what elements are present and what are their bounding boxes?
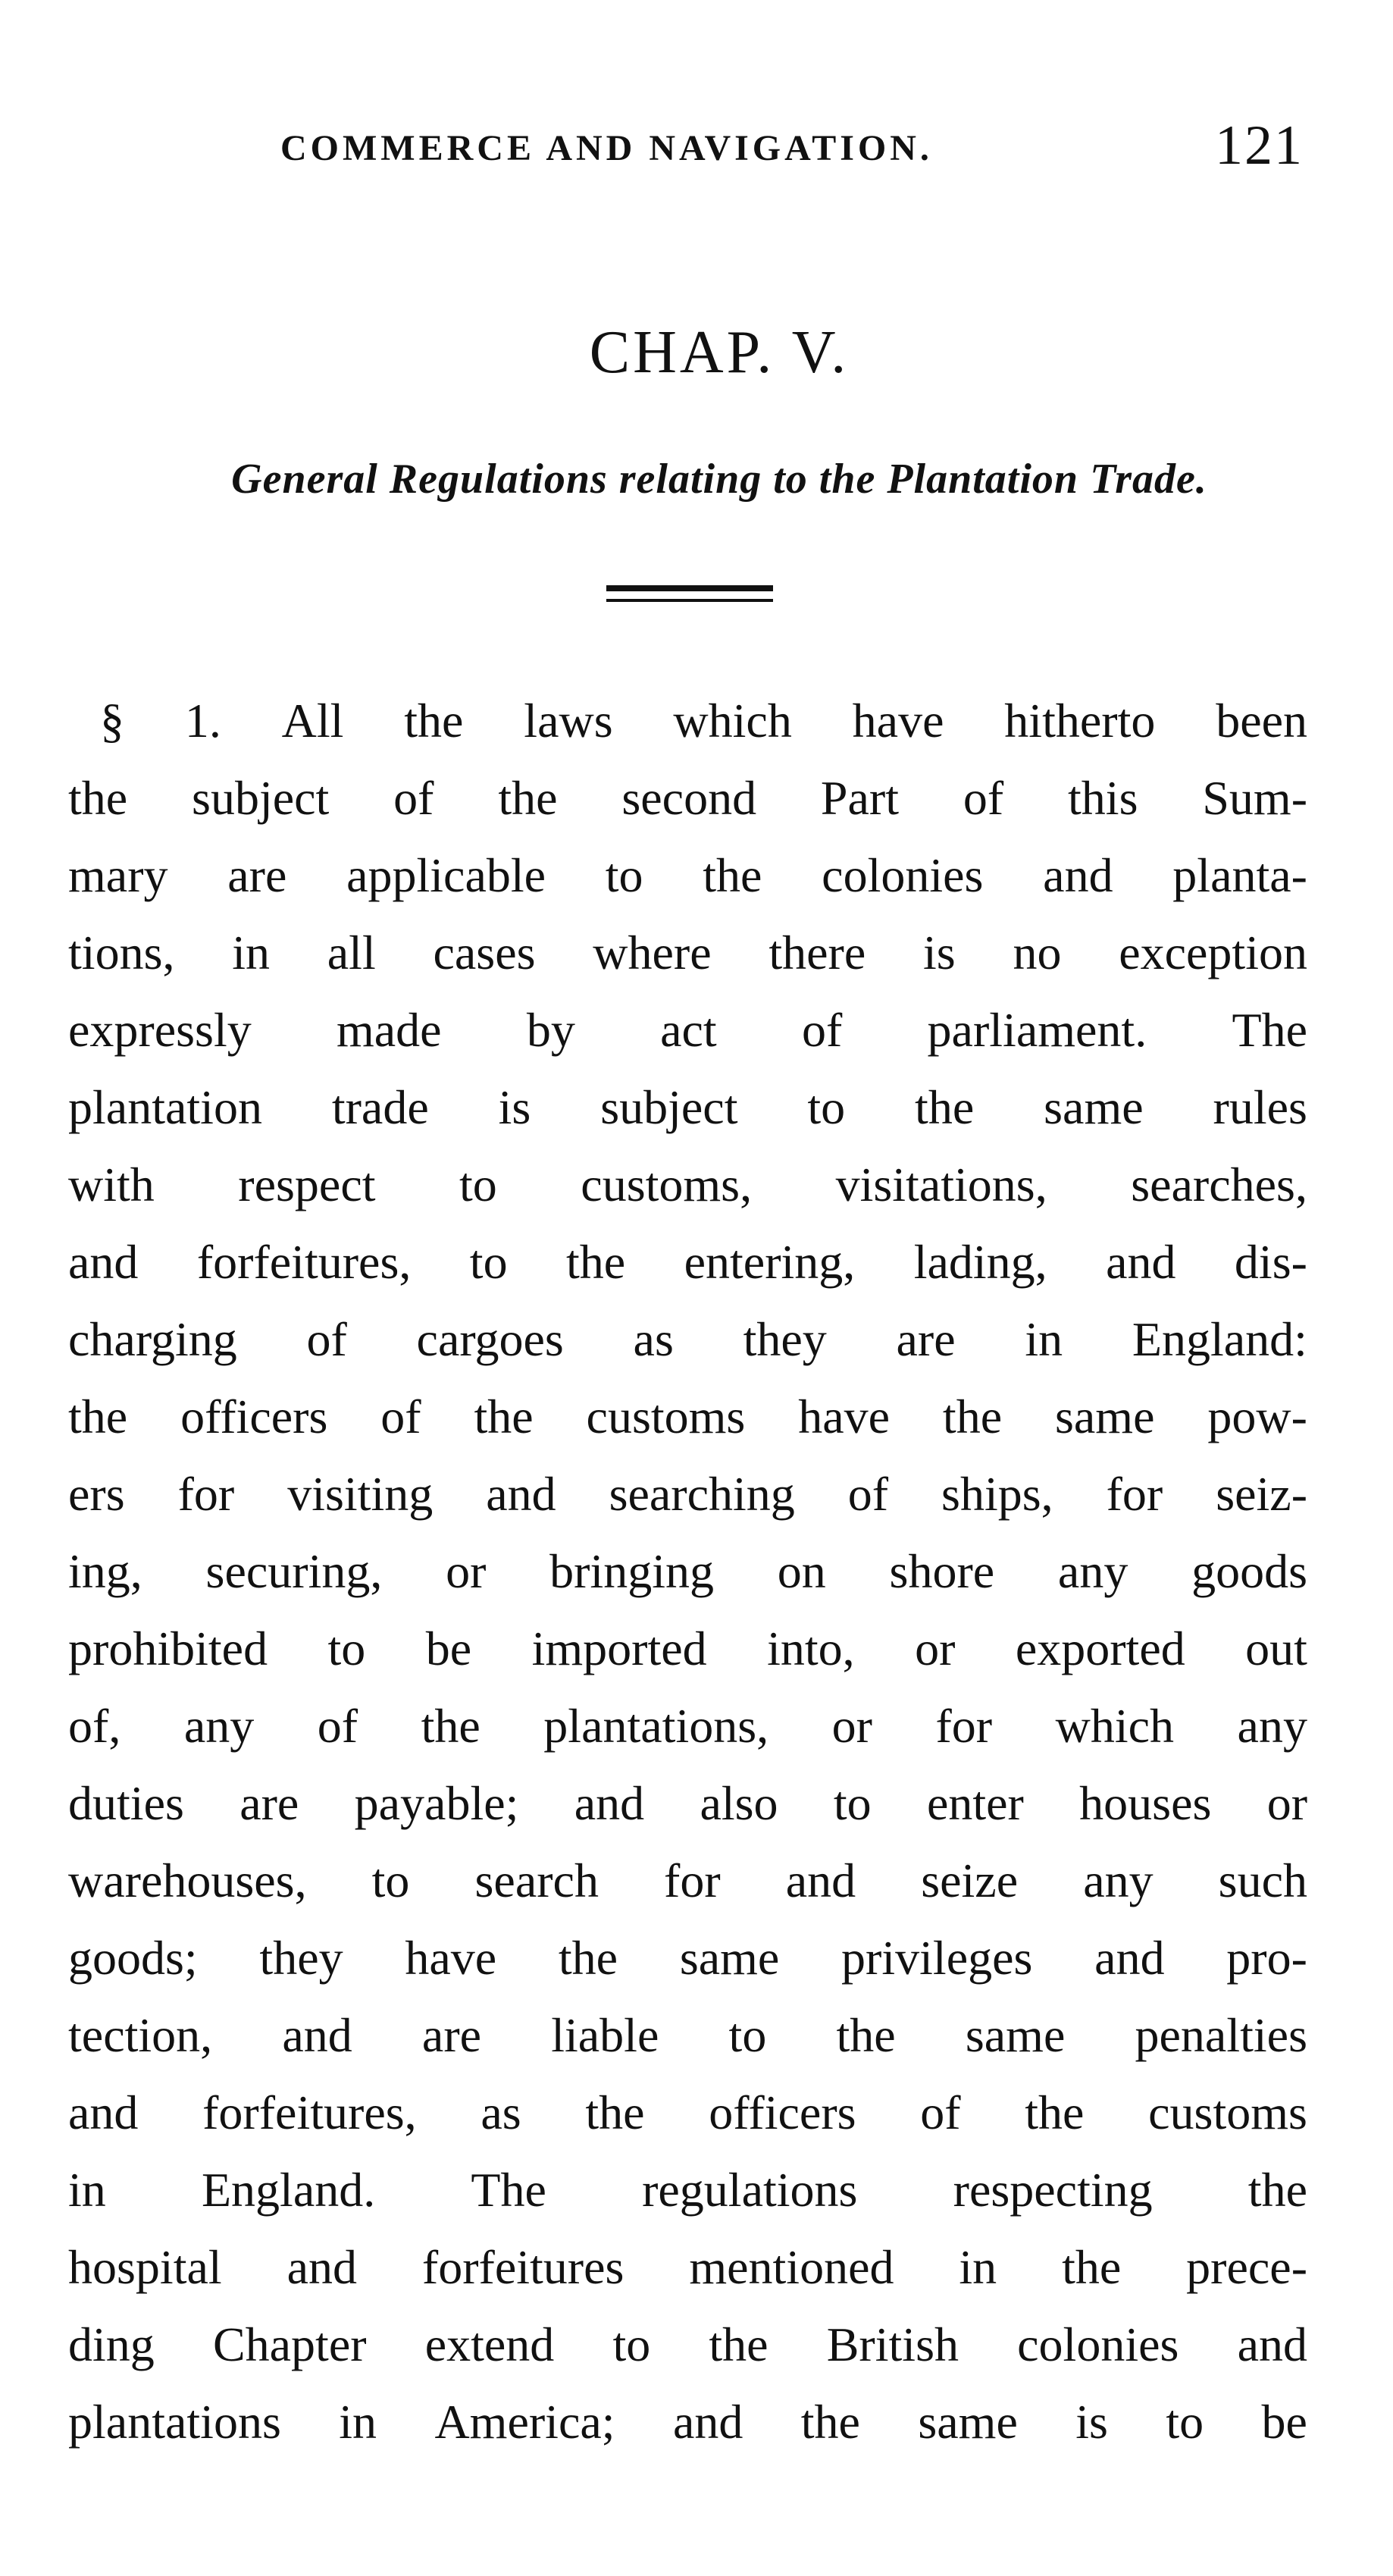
text-line: ding Chapter extend to the British colonies and xyxy=(68,2317,1307,2371)
text-line: charging of cargoes as they are in England: xyxy=(68,1312,1307,1366)
text-line: duties are payable; and also to enter houses or xyxy=(68,1776,1307,1830)
text-line: goods; they have the same privileges and pro- xyxy=(68,1931,1307,1985)
text-line: ers for visiting and searching of ships, for seiz- xyxy=(68,1467,1307,1521)
text-line: hospital and forfeitures mentioned in the prece- xyxy=(68,2240,1307,2294)
text-line: expressly made by act of parliament. The xyxy=(68,1003,1307,1057)
running-head xyxy=(280,114,1304,177)
text-line: plantation trade is subject to the same rules xyxy=(68,1080,1307,1134)
section-divider-rule xyxy=(606,585,773,608)
text-line: the officers of the customs have the same pow- xyxy=(68,1390,1307,1443)
body-paragraph xyxy=(68,682,1307,2461)
running-title: COMMERCE AND NAVIGATION. xyxy=(280,128,933,168)
text-line: the subject of the second Part of this Sum- xyxy=(68,771,1307,825)
text-line: mary are applicable to the colonies and planta- xyxy=(68,848,1307,902)
text-line: of, any of the plantations, or for which any xyxy=(68,1699,1307,1753)
text-line: ing, securing, or bringing on shore any goods xyxy=(68,1544,1307,1598)
text-line: and forfeitures, to the entering, lading, and dis- xyxy=(68,1235,1307,1289)
chapter-subtitle: General Regulations relating to the Plantation Trade. xyxy=(231,456,1207,503)
text-line: in England. The regulations respecting the xyxy=(68,2163,1307,2217)
text-line: warehouses, to search for and seize any such xyxy=(68,1854,1307,1907)
text-line: plantations in America; and the same is to be xyxy=(68,2395,1307,2449)
text-line: with respect to customs, visitations, searches, xyxy=(68,1158,1307,1211)
text-line: prohibited to be imported into, or exported out xyxy=(68,1622,1307,1675)
chapter-title: CHAP. V. xyxy=(589,319,850,386)
text-line: and forfeitures, as the officers of the customs xyxy=(68,2086,1307,2139)
page-number: 121 xyxy=(1215,114,1304,177)
text-line: § 1. All the laws which have hitherto been xyxy=(100,694,1307,747)
text-line: tions, in all cases where there is no exception xyxy=(68,926,1307,979)
text-line: tection, and are liable to the same penalties xyxy=(68,2008,1307,2062)
